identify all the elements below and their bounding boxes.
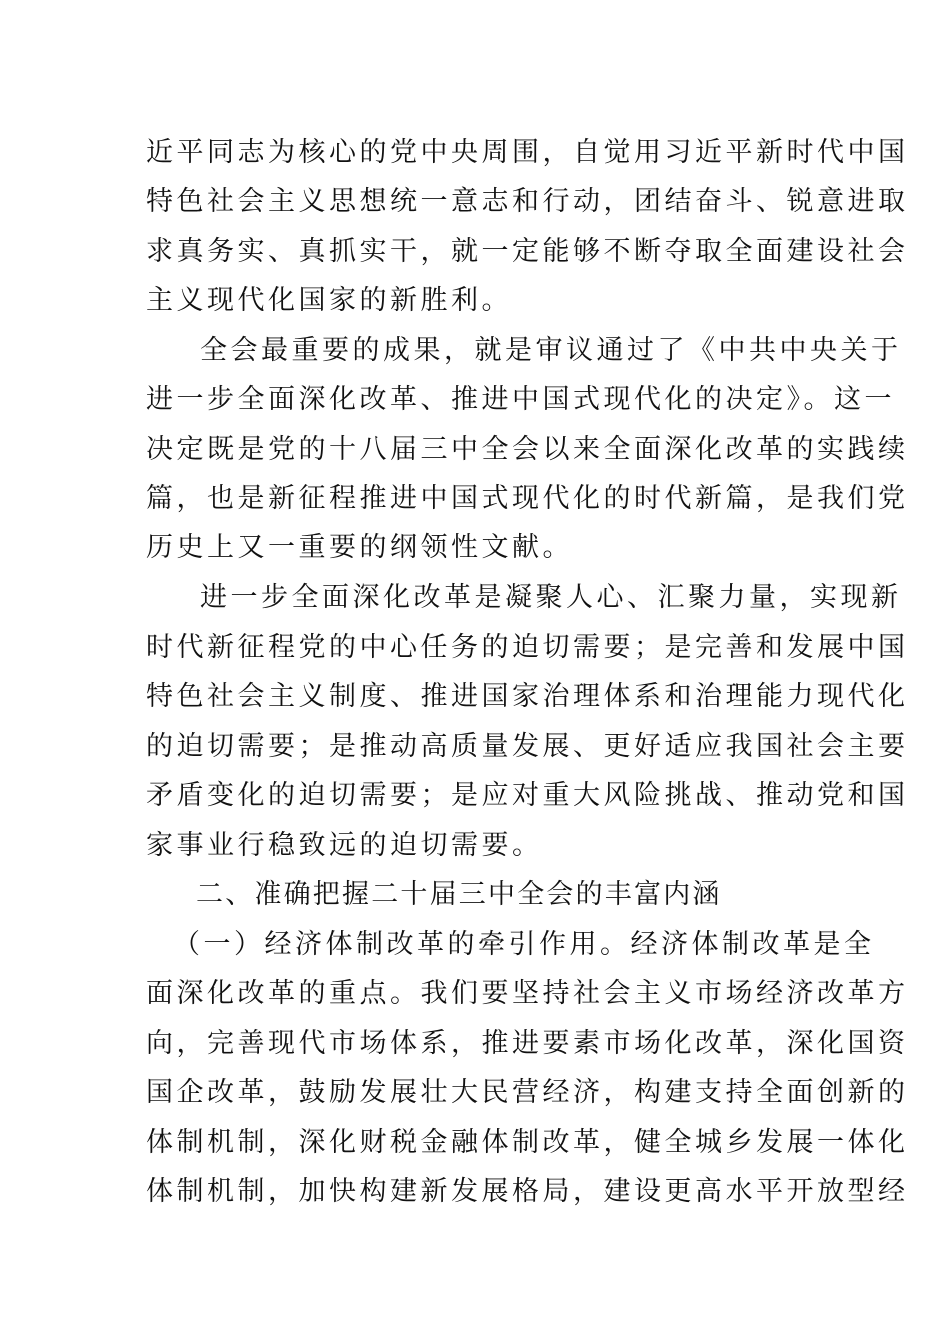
text-line: 体制机制，加快构建新发展格局，建设更高水平开放型经 [146,1176,909,1207]
paragraph-start-line: 全会最重要的成果，就是审议通过了《中共中央关于 [200,335,902,366]
text-line: 进一步全面深化改革、推进中国式现代化的决定》。这一 [146,384,895,415]
text-line: 决定既是党的十八届三中全会以来全面深化改革的实践续 [146,434,909,465]
text-line: 主义现代化国家的新胜利。 [146,285,512,316]
text-line: 面深化改革的重点。我们要坚持社会主义市场经济改革方 [146,978,909,1009]
text-line: 特色社会主义制度、推进国家治理体系和治理能力现代化 [146,681,909,712]
text-line: 家事业行稳致远的迫切需要。 [146,830,543,861]
text-line: 向，完善现代市场体系，推进要素市场化改革，深化国资 [146,1028,909,1059]
text-line: 矛盾变化的迫切需要；是应对重大风险挑战、推动党和国 [146,780,909,811]
text-line: 历史上又一重要的纲领性文献。 [146,532,573,563]
text-line: 篇，也是新征程推进中国式现代化的时代新篇，是我们党 [146,483,909,514]
text-line: 特色社会主义思想统一意志和行动，团结奋斗、锐意进取 [146,186,909,217]
section-heading: 二、准确把握二十届三中全会的丰富内涵 [196,879,722,910]
text-line: 求真务实、真抓实干，就一定能够不断夺取全面建设社会 [146,236,909,267]
text-line: 体制机制，深化财税金融体制改革，健全城乡发展一体化 [146,1127,909,1158]
paragraph-start-line: 进一步全面深化改革是凝聚人心、汇聚力量，实现新 [200,582,902,613]
text-line: 的迫切需要；是推动高质量发展、更好适应我国社会主要 [146,731,909,762]
text-line: 国企改革，鼓励发展壮大民营经济，构建支持全面创新的 [146,1077,909,1108]
text-line: 近平同志为核心的党中央周围，自觉用习近平新时代中国 [146,137,909,168]
text-line: 时代新征程党的中心任务的迫切需要；是完善和发展中国 [146,632,909,663]
paragraph-start-line: （一）经济体制改革的牵引作用。经济体制改革是全 [173,929,875,960]
